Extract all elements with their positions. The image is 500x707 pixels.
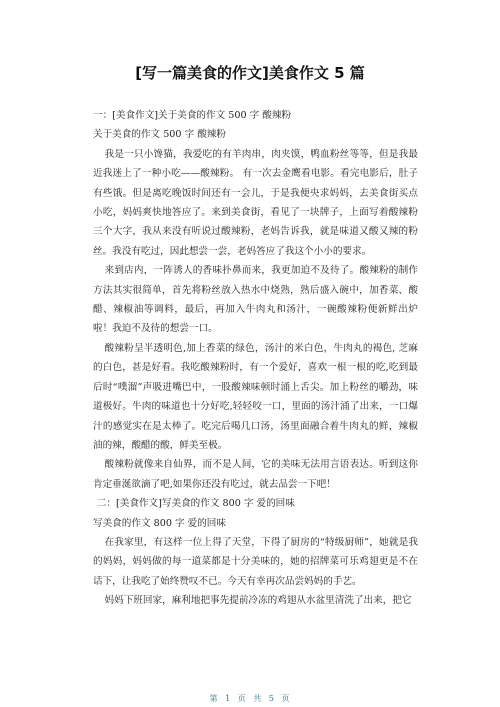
paragraph: 酸辣粉就像来自仙界，而不是人间，它的美味无法用言语表达。听到这你肯定垂涎欲滴了吧,如果你还没有吃过，就去品尝一下吧！ xyxy=(93,459,418,490)
document-body xyxy=(93,106,418,611)
page-number: 第 1 页 共 5 页 xyxy=(209,694,291,703)
section-subheading: 关于美食的作文 500 字 酸辣粉 xyxy=(93,129,226,141)
paragraph: 妈妈下班回家，麻利地把事先提前冷冻的鸡翅从水盆里清洗了出来，把它 xyxy=(104,595,412,607)
section-heading: 一：[美食作文]关于美食的作文 500 字 酸辣粉 xyxy=(93,110,292,121)
paragraph: 酸辣粉呈半透明色,加上香菜的绿色，汤汁的米白色，牛肉丸的褐色, 芝麻的白色，甚是好看。我吃酸辣粉时，有一个爱好，喜欢一根一根的吃,吃到最后时“噗溜”声吸进嘴巴中，一股酸辣味顿时涌上舌尖。加上粉丝的嚼劲，味道极好。牛肉的味道也十分好吃,轻轻咬一口，里面的汤汁涌了出来，一口爆汁的感觉实在是太棒了。吃完后喝几口汤，汤里面融合着牛肉丸的鲜，辣椒油的辣，酸醋的酸，鲜美至极。 xyxy=(93,342,418,451)
section-subheading: 写美食的作文 800 字 爱的回味 xyxy=(93,517,226,529)
section-heading: 二：[美食作文]写美食的作文 800 字 爱的回味 xyxy=(96,498,295,510)
document-title: [写一篇美食的作文]美食作文 5 篇 xyxy=(135,64,365,82)
paragraph: 我是一只小馋猫，我爱吃的有羊肉串，肉夹馍，鸭血粉丝等等，但是我最近我迷上了一种小吃——酸辣粉。 有一次去金鹰看电影。看完电影后，肚子有些饿。但是离吃晚饭时间还有一会儿，于是我便央求妈妈，去美食街买点小吃，妈妈爽快地答应了。来到美食街，看见了一块牌子，上面写着酸辣粉三个大字，我从来没有听说过酸辣粉，老妈告诉我，就是味道又酸又辣的粉丝。我没有吃过，因此想尝一尝，老妈答应了我这个小小的要求。 xyxy=(93,148,418,257)
paragraph: 来到店内，一阵诱人的香味扑鼻而来，我更加迫不及待了。酸辣粉的制作方法其实很简单，首先将粉丝放入热水中烧熟，熟后盛入碗中，加香菜、酸醋、辣椒油等调料，最后，再加入牛肉丸和汤汁，一碗酸辣粉便新鲜出炉啦！我迫不及待的想尝一口。 xyxy=(93,265,418,335)
paragraph: 在我家里，有这样一位上得了天堂，下得了厨房的“特级厨师”，她就是我的妈妈，妈妈做的每一道菜都是十分美味的，她的招牌菜可乐鸡翅更是不在话下，让我吃了始终赞叹不已。今天有幸再次品尝妈妈的手艺。 xyxy=(93,536,418,587)
